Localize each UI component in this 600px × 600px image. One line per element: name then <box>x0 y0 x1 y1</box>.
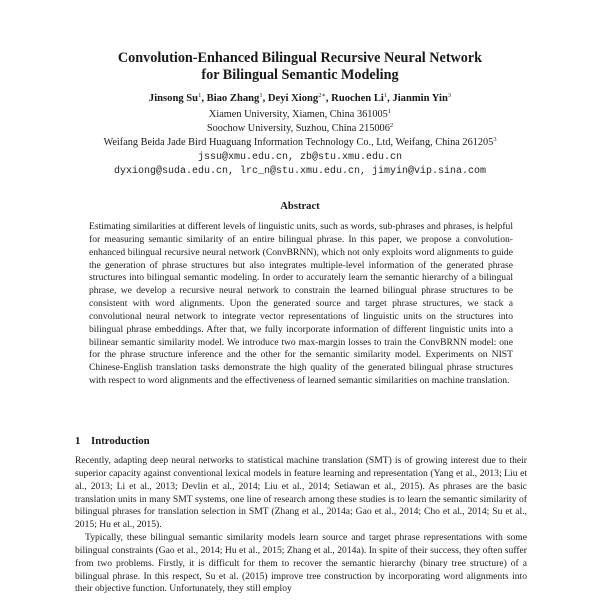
affiliation: Soochow University, Suzhou, China 215006$^2$ <box>206 122 394 134</box>
author: Jianmin Yin$^3$ <box>392 92 452 104</box>
section-heading <box>75 435 150 447</box>
body-text <box>75 455 527 596</box>
abstract-paragraph: Estimating similarities at different levels of linguistic units, such as words, sub-phrases and phrases, is helpful for measuring semantic similarity of an entire bilingual phrase. In this paper, we propose a convolution-enhanced bilingual recursive neural network (ConvBRNN), which not only exploits word alignments to guide the generation of phrase structures but also integrates multiple-level information of the generated phrase structures into bilingual semantic modeling. In order to accurately learn the semantic hierarchy of a bilingual phrase, we develop a recursive neural network to constrain the learned bilingual phrase structures to be consistent with word alignments. Upon the generated source and target phrase structures, we stack a convolutional neural network to integrate vector representations of linguistic units on the structures into bilingual phrase embeddings. After that, we fully incorporate information of different linguistic units into a bilinear semantic similarity model. We introduce two max-margin losses to train the ConvBRNN model: one for the phrase structure inference and the other for the semantic similarity model. Experiments on NIST Chinese-English translation tasks demonstrate the high quality of the generated bilingual phrase structures with respect to word alignments and the effectiveness of learned semantic similarities on machine translation. <box>89 221 513 387</box>
author: Ruochen Li$^1$ <box>331 92 388 104</box>
title-line-1: Convolution-Enhanced Bilingual Recursive Neural Network <box>117 50 483 66</box>
abstract-heading: Abstract <box>280 201 320 212</box>
section-number: 1 <box>75 435 81 447</box>
paper-title <box>0 50 600 84</box>
title-line-2: for Bilingual Semantic Modeling <box>201 67 399 83</box>
abstract-text <box>89 221 513 388</box>
paragraph: Recently, adapting deep neural networks to statistical machine translation (SMT) is of growing interest due to their superior capacity against conventional lexical models in feature learning and representation (Yang et al., 2013; Liu et al., 2013; Li et al., 2013; Devlin et al., 2014; Liu et al., 2014; Setiawan et al., 2015). As phrases are the basic translation units in many SMT systems, one line of research among these studies is to learn the semantic similarity of bilingual phrases for translation selection in SMT (Zhang et al., 2014a; Gao et al., 2014; Cho et al., 2014; Su et al., 2015; Hu et al., 2015). <box>75 455 527 531</box>
email-line-2: dyxiong@suda.edu.cn, lrc_n@stu.xmu.edu.cn, jimyin@vip.sina.com <box>113 166 487 177</box>
author: Biao Zhang$^1$ <box>206 92 263 104</box>
section-title: Introduction <box>91 435 150 447</box>
affiliation: Weifang Beida Jade Bird Huaguang Information Technology Co., Ltd, Weifang, China 261205$^3$ <box>103 136 497 148</box>
affiliation: Xiamen University, Xiamen, China 361005$^1$ <box>208 108 392 120</box>
author-list: Jinsong Su$^1$, Biao Zhang$^1$, Deyi Xiong$^{2∗}$, Ruochen Li$^1$, Jianmin Yin$^3$ <box>148 92 452 104</box>
author: Deyi Xiong$^{2∗}$ <box>267 92 326 104</box>
paragraph: Typically, these bilingual semantic similarity models learn source and target phrase representations with some bilingual constraints (Gao et al., 2014; Hu et al., 2015; Zhang et al., 2014a). In spite of their success, they often suffer from two problems. Firstly, it is difficult for them to recover the semantic hierarchy (binary tree structure) of a bilingual phrase. In this respect, Su et al. (2015) improve tree construction by incorporating word alignments into their objective function. Unfortunately, they still employ <box>75 532 527 595</box>
email-line-1: jssu@xmu.edu.cn, zb@stu.xmu.edu.cn <box>197 152 403 163</box>
author: Jinsong Su$^1$ <box>148 92 202 104</box>
